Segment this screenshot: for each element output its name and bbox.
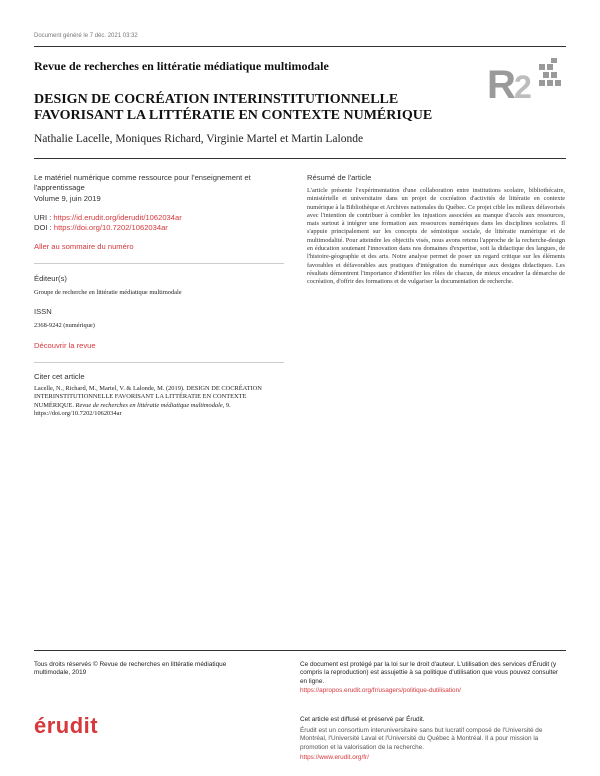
svg-text:R: R (487, 63, 516, 104)
citation-doi: , 9. https://doi.org/10.7202/1062034ar (34, 401, 231, 418)
publisher-label: Éditeur(s) (34, 274, 67, 283)
uri-line (34, 213, 284, 222)
footer-rule (34, 650, 566, 651)
article-authors: Nathalie Lacelle, Moniques Richard, Virginie Martel et Martin Lalonde (34, 133, 364, 145)
doi-label: DOI : (34, 223, 54, 232)
citation-journal: Revue de recherches en littératie médiatique multimodale (75, 401, 223, 409)
diffused-notice: Cet article est diffusé et préservé par Érudit. (300, 716, 425, 723)
top-rule (34, 46, 566, 47)
summary-link[interactable]: Aller au sommaire du numéro (34, 242, 134, 251)
svg-text:2: 2 (514, 69, 532, 104)
issue-title: Le matériel numérique comme ressource pour l'enseignement et l'apprentissage (34, 173, 251, 192)
consortium-text: Érudit est un consortium interuniversitaire sans but lucratif composé de l'Université de Montréal, l'Université Laval et l'Université du Québec à Montréal. Il a pour mission la promotion et la valorisation de la recherche. (300, 727, 543, 751)
divider (34, 362, 284, 363)
issn-label: ISSN (34, 307, 52, 316)
volume-info: Volume 9, juin 2019 (34, 194, 101, 203)
issn-value: 2368-9242 (numérique) (34, 322, 95, 329)
abstract-text: L'article présente l'expérimentation d'une collaboration entre institutions scolaire, bibliothécaire, ministérielle et universitaire dans un projet de cocréation d'activités de littératie en contexte numérique à la Bibliothèque et Archives nationales du Québec. Ce projet cible les milieux défavorisés avec l'intention de contribuer à combler les injustices associées au manque d'accès aux ressources, mais surtout à intégrer une formation aux ressources numériques dans les disciplines scolaires. Il s'appuie principalement sur les concepts de sémiotique sociale, de littératie numérique et de multimodalité. Pour atteindre les objectifs visés, nous avons retenu l'approche de la recherche-design en éducation soutenant l'innovation dans nos domaines d'expertise, soit la didactique des langues, de l'histoire-géographie et des arts. Notre analyse permet de poser un regard critique sur les éléments favorables et défavorables aux pratiques d'intégration du numérique aux designs didactiques. Les résultats démontrent l'importance d'identifier les rôles de chacun, de mieux encadrer la démarche de cocréation, d'offrir des formations et de vulgariser la documentation de recherche. (307, 187, 565, 286)
rights-notice: Tous droits réservés © Revue de recherches en littératie médiatique multimodale, 2019 (34, 661, 227, 677)
abstract-label: Résumé de l'article (307, 173, 372, 182)
citation-text: Lacelle, N., Richard, M., Martel, V. & Lalonde, M. (2019). DESIGN DE COCRÉATION INTERINSTITUTIONNELLE FAVORISANT LA LITTÉRATIE EN CONTEXTE NUMÉRIQUE. (34, 385, 262, 409)
doi-link[interactable]: https://doi.org/10.7202/1062034ar (53, 223, 168, 232)
journal-name: Revue de recherches en littératie médiatique multimodale (34, 59, 329, 73)
generation-date: Document généré le 7 déc. 2021 03:32 (34, 33, 138, 39)
cite-label: Citer cet article (34, 372, 85, 381)
erudit-link[interactable]: https://www.erudit.org/fr/ (300, 754, 369, 761)
article-title: DESIGN DE COCRÉATION INTERINSTITUTIONNELLE FAVORISANT LA LITTÉRATIE EN CONTEXTE NUMÉRIQUE (34, 92, 433, 123)
section-rule (34, 158, 566, 159)
doi-line (34, 223, 284, 232)
publisher-value: Groupe de recherche en littératie médiatique multimodale (34, 289, 182, 296)
uri-link[interactable]: https://id.erudit.org/iderudit/1062034ar (53, 213, 182, 222)
discover-link[interactable]: Découvrir la revue (34, 341, 96, 350)
policy-link[interactable]: https://apropos.erudit.org/fr/usagers/politique-dutilisation/ (300, 687, 461, 694)
divider (34, 263, 284, 264)
erudit-logo: érudit (34, 713, 99, 738)
r2-logo-icon (487, 58, 567, 104)
citation (34, 385, 284, 419)
copyright-notice: Ce document est protégé par la loi sur le droit d'auteur. L'utilisation des services d'Érudit (y compris la reproduction) est assujettie à sa politique d'utilisation que vous pouvez consulter en ligne. (300, 661, 559, 685)
uri-label: URI : (34, 213, 54, 222)
